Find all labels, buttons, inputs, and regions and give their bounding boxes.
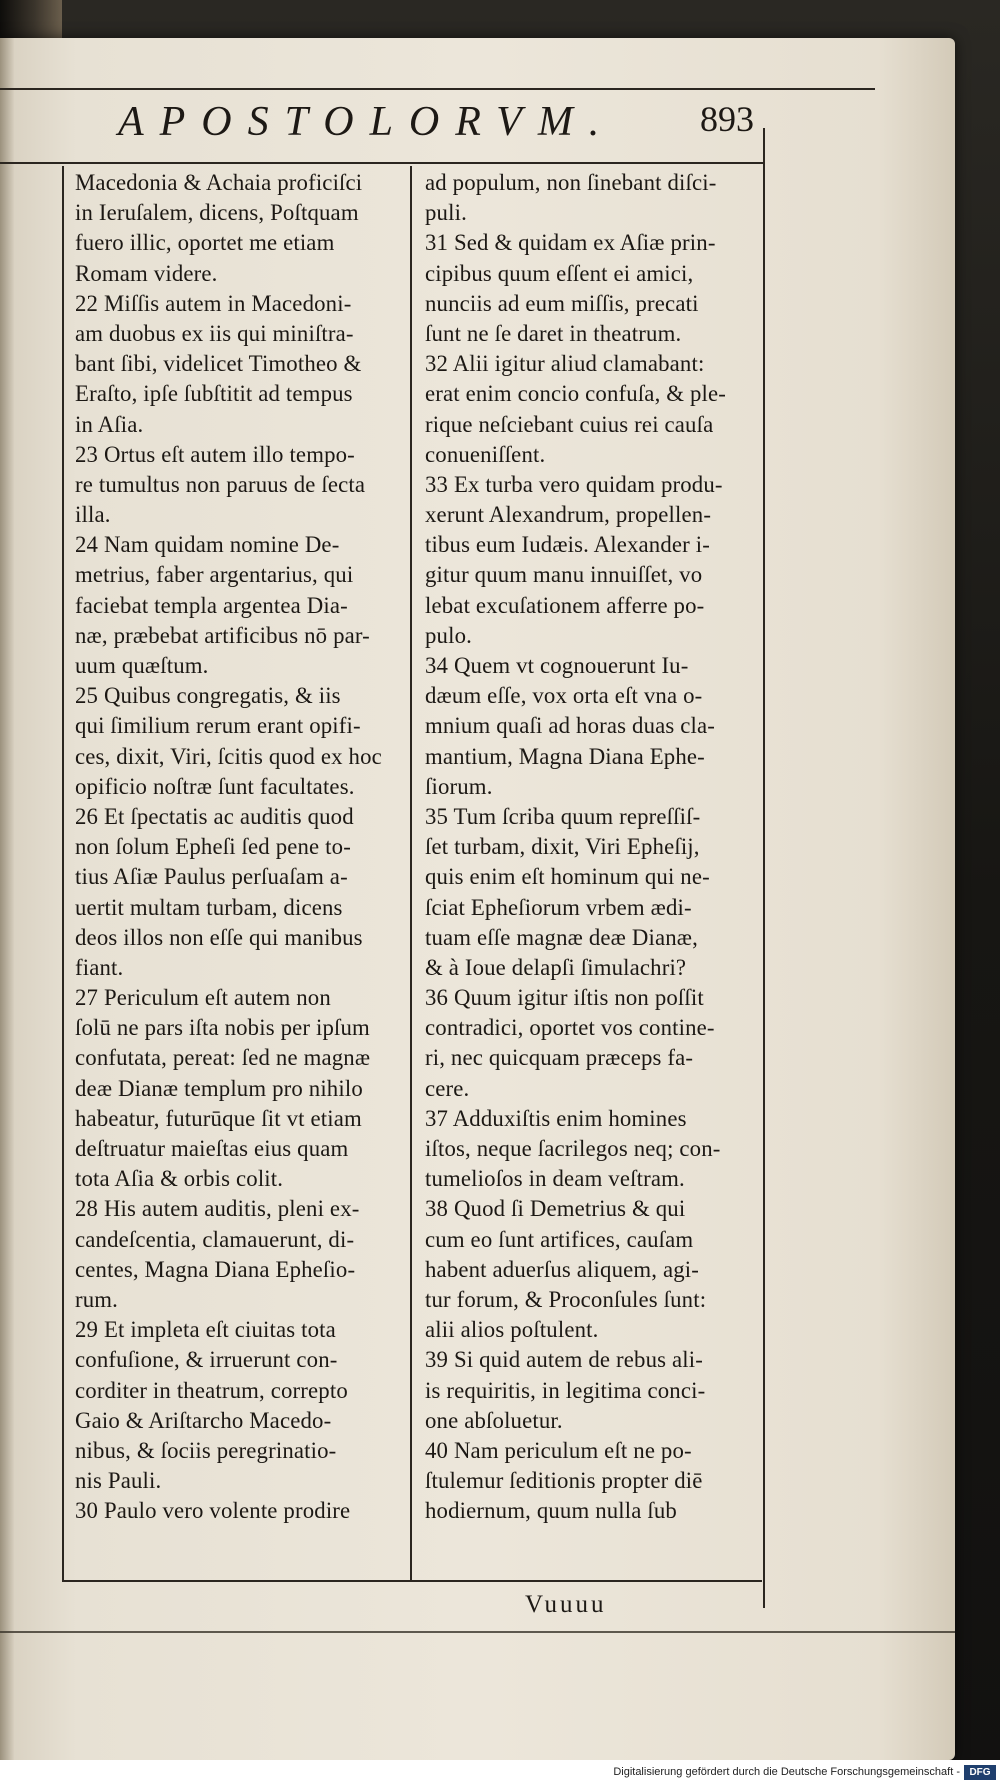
text-line: uum quæſtum. <box>75 653 209 678</box>
text-line: deæ Dianæ templum pro nihilo <box>75 1075 363 1101</box>
text-line: conueniſſent. <box>425 441 546 467</box>
text-line: 36 Quum igitur iſtis non poſſit <box>425 985 704 1011</box>
text-line: habent aduerſus aliquem, agi- <box>425 1256 700 1282</box>
column-divider <box>410 166 412 1580</box>
text-line: 39 Si quid autem de rebus ali- <box>425 1347 704 1373</box>
signature-mark: Vuuuu <box>525 1591 607 1618</box>
text-line: 29 Et impleta eſt ciuitas tota <box>75 1317 336 1343</box>
text-line: rique neſciebant cuius rei cauſa <box>425 411 714 437</box>
text-line: 34 Quem vt cognouerunt Iu- <box>425 653 689 678</box>
text-line: ſunt ne ſe daret in theatrum. <box>425 320 682 346</box>
text-line: Macedonia & Achaia proficiſci <box>75 170 363 195</box>
left-text-column <box>75 168 405 1526</box>
text-line: Eraſto, ipſe ſubſtitit ad tempus <box>75 381 353 407</box>
text-line: 40 Nam periculum eſt ne po- <box>425 1437 692 1463</box>
text-line: dæum eſſe, vox orta eſt vna o- <box>425 683 703 709</box>
footer-rule <box>62 1580 762 1582</box>
text-line: gitur quum manu innuiſſet, vo <box>425 562 703 588</box>
running-head: APOSTOLORVM. <box>118 99 616 145</box>
text-line: xerunt Alexandrum, propellen- <box>425 502 712 528</box>
text-line: 31 Sed & quidam ex Aſiæ prin- <box>425 230 716 256</box>
text-line: cum eo ſunt artifices, cauſam <box>425 1226 694 1252</box>
text-line: rum. <box>75 1286 119 1312</box>
text-line: in Aſia. <box>75 411 144 437</box>
text-line: 28 His autem auditis, pleni ex- <box>75 1196 360 1222</box>
text-line: opificio noſtræ ſunt facultates. <box>75 773 355 799</box>
header-rule-bottom <box>0 162 765 164</box>
text-line: næ, præbebat artificibus nō par- <box>75 622 370 648</box>
text-line: tibus eum Iudæis. Alexander i- <box>425 532 710 558</box>
text-line: mnium quaſi ad horas duas cla- <box>425 713 716 739</box>
text-line: ſiorum. <box>425 773 493 799</box>
text-line: metrius, faber argentarius, qui <box>75 562 354 588</box>
text-line: ri, nec quicquam præceps fa- <box>425 1045 694 1071</box>
text-line: tumelioſos in deam veſtram. <box>425 1166 685 1192</box>
right-border-rule <box>763 128 765 1608</box>
text-line: iſtos, neque ſacrilegos neq; con- <box>425 1136 721 1161</box>
text-line: is requiritis, in legitima conci- <box>425 1377 706 1403</box>
dfg-logo: DFG <box>964 1765 996 1780</box>
text-line: centes, Magna Diana Epheſio- <box>75 1256 356 1282</box>
text-line: ſciat Epheſiorum vrbem ædi- <box>425 894 692 920</box>
left-border-rule <box>62 166 64 1580</box>
text-line: bant ſibi, videlicet Timotheo & <box>75 351 362 377</box>
text-line: contradici, oportet vos contine- <box>425 1015 715 1041</box>
text-line: deos illos non eſſe qui manibus <box>75 924 363 950</box>
text-line: & à Ioue delapſi ſimulachri? <box>425 954 687 980</box>
text-line: one abſoluetur. <box>425 1407 563 1433</box>
text-line: 33 Ex turba vero quidam produ- <box>425 471 723 497</box>
page-bottom-rule <box>0 1631 955 1633</box>
text-line: hodiernum, quum nulla ſub <box>425 1498 677 1524</box>
text-line: in Ieruſalem, dicens, Poſtquam <box>75 200 359 226</box>
text-line: 27 Periculum eſt autem non <box>75 985 331 1011</box>
text-line: confuſione, & irruerunt con- <box>75 1347 338 1373</box>
text-line: cere. <box>425 1075 470 1101</box>
text-line: fuero illic, oportet me etiam <box>75 230 335 256</box>
text-line: am duobus ex iis qui miniſtra- <box>75 320 354 346</box>
text-line: alii alios poſtulent. <box>425 1317 599 1343</box>
text-line: faciebat templa argentea Dia- <box>75 592 348 618</box>
text-line: deſtruatur maieſtas eius quam <box>75 1136 349 1161</box>
header-rule-top <box>0 88 875 90</box>
page-gutter-shadow <box>0 38 14 1760</box>
text-line: re tumultus non paruus de ſecta <box>75 471 366 497</box>
text-line: mantium, Magna Diana Ephe- <box>425 743 705 769</box>
text-line: uertit multam turbam, dicens <box>75 894 343 920</box>
text-line: 32 Alii igitur aliud clamabant: <box>425 351 705 377</box>
text-line: ad populum, non ſinebant diſci- <box>425 170 717 195</box>
page-number: 893 <box>700 99 754 139</box>
text-line: ſolū ne pars iſta nobis per ipſum <box>75 1015 370 1041</box>
text-line: habeatur, futurūque ſit vt etiam <box>75 1105 362 1131</box>
book-page <box>0 38 955 1760</box>
text-line: puli. <box>425 200 467 226</box>
text-line: tur forum, & Proconſules ſunt: <box>425 1286 707 1312</box>
text-line: tius Aſiæ Paulus perſuaſam a- <box>75 864 348 890</box>
text-line: 38 Quod ſi Demetrius & qui <box>425 1196 686 1222</box>
text-line: Gaio & Ariſtarcho Macedo- <box>75 1407 332 1433</box>
text-line: corditer in theatrum, correpto <box>75 1377 348 1403</box>
text-line: 35 Tum ſcriba quum repreſſiſ- <box>425 803 701 829</box>
text-line: nunciis ad eum miſſis, precati <box>425 290 699 316</box>
text-line: tota Aſia & orbis colit. <box>75 1166 284 1192</box>
text-line: 25 Quibus congregatis, & iis <box>75 683 341 709</box>
text-line: candeſcentia, clamauerunt, di- <box>75 1226 355 1252</box>
text-line: 24 Nam quidam nomine De- <box>75 532 340 558</box>
text-line: pulo. <box>425 622 472 648</box>
text-line: Romam videre. <box>75 260 218 286</box>
text-line: confutata, pereat: ſed ne magnæ <box>75 1045 371 1071</box>
text-line: lebat excuſationem afferre po- <box>425 592 705 618</box>
text-line: nibus, & ſociis peregrinatio- <box>75 1437 337 1463</box>
text-line: 23 Ortus eſt autem illo tempo- <box>75 441 355 467</box>
right-text-column <box>425 168 757 1526</box>
text-line: 22 Miſſis autem in Macedoni- <box>75 290 352 316</box>
text-line: tuam eſſe magnæ deæ Dianæ, <box>425 924 698 950</box>
text-line: quis enim eſt hominum qui ne- <box>425 864 710 890</box>
text-line: cipibus quum eſſent ei amici, <box>425 260 694 286</box>
text-line: 26 Et ſpectatis ac auditis quod <box>75 803 354 829</box>
text-line: 30 Paulo vero volente prodire <box>75 1498 351 1524</box>
text-line: 37 Adduxiſtis enim homines <box>425 1105 687 1131</box>
text-line: ces, dixit, Viri, ſcitis quod ex hoc <box>75 743 382 769</box>
text-line: erat enim concio confuſa, & ple- <box>425 381 727 407</box>
text-line: qui ſimilium rerum erant opifi- <box>75 713 361 739</box>
digitization-footer <box>0 1760 1000 1787</box>
text-line: ſtulemur ſeditionis propter diē <box>425 1468 703 1494</box>
text-line: fiant. <box>75 954 124 980</box>
digitization-credit: Digitalisierung gefördert durch die Deutsche Forschungsgemeinschaft - <box>613 1766 960 1778</box>
text-line: ſet turbam, dixit, Viri Epheſij, <box>425 834 700 860</box>
text-line: nis Pauli. <box>75 1468 162 1494</box>
text-line: non ſolum Epheſi ſed pene to- <box>75 834 351 860</box>
text-line: illa. <box>75 502 111 528</box>
